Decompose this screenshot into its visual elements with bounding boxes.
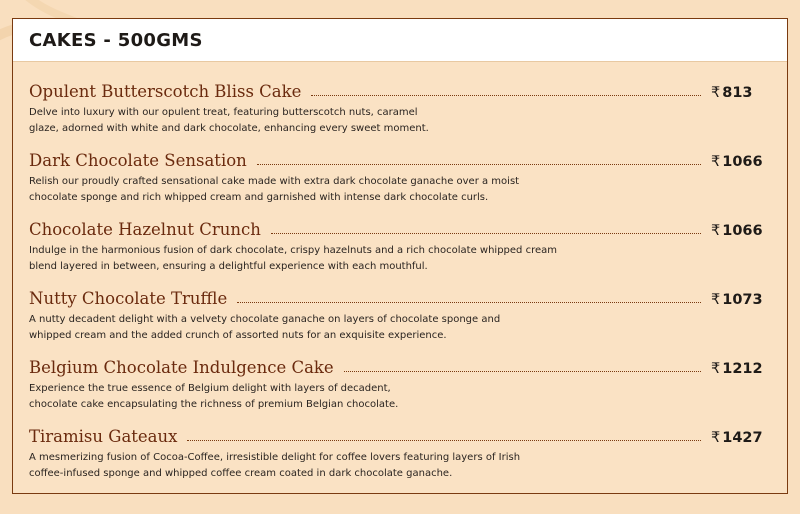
section-header	[13, 19, 787, 62]
item-description: Delve into luxury with our opulent treat, featuring butterscotch nuts, caramel glaze, adorned with white and dark chocolate, enhancing every sweet moment.	[29, 107, 429, 134]
dotted-leader	[237, 302, 701, 303]
menu-panel	[12, 18, 788, 494]
dotted-leader	[257, 164, 701, 165]
item-name: Dark Chocolate Sensation	[29, 151, 247, 170]
rupee-icon: ₹	[711, 154, 721, 170]
item-name: Opulent Butterscotch Bliss Cake	[29, 82, 302, 101]
item-description: A nutty decadent delight with a velvety chocolate ganache on layers of chocolate sponge and whipped cream and the added crunch of assorted nuts for an exquisite experience.	[29, 314, 501, 341]
dotted-leader	[187, 440, 701, 441]
menu-item	[29, 286, 767, 355]
menu-item	[29, 355, 767, 424]
rupee-icon: ₹	[711, 85, 721, 101]
rupee-icon: ₹	[711, 361, 721, 377]
dotted-leader	[271, 233, 701, 234]
item-price: ₹ 1212	[711, 361, 763, 377]
dotted-leader	[344, 371, 701, 372]
item-name: Nutty Chocolate Truffle	[29, 289, 228, 308]
dotted-leader	[311, 95, 701, 96]
rupee-icon: ₹	[711, 430, 721, 446]
item-price: ₹ 1066	[711, 223, 763, 239]
menu-item	[29, 79, 767, 148]
item-price: ₹ 1066	[711, 154, 763, 170]
menu-items	[29, 79, 767, 493]
item-price: ₹ 1073	[711, 292, 763, 308]
item-description: Experience the true essence of Belgium delight with layers of decadent, chocolate cake encapsulating the richness of premium Belgian chocolate.	[29, 383, 399, 410]
menu-item	[29, 217, 767, 286]
item-description: A mesmerizing fusion of Cocoa-Coffee, irresistible delight for coffee lovers featuring layers of Irish coffee-infused sponge and whipped coffee cream coated in dark chocolate ganache.	[29, 452, 521, 479]
rupee-icon: ₹	[711, 223, 721, 239]
menu-item	[29, 424, 767, 493]
item-name: Tiramisu Gateaux	[29, 427, 178, 446]
item-description: Indulge in the harmonious fusion of dark chocolate, crispy hazelnuts and a rich chocolate whipped cream blend layered in between, ensuring a delightful experience with each mouthful.	[29, 245, 557, 272]
rupee-icon: ₹	[711, 292, 721, 308]
item-price: ₹ 813	[711, 85, 753, 101]
section-title: CAKES - 500GMS	[29, 30, 203, 51]
menu-item	[29, 148, 767, 217]
item-price: ₹ 1427	[711, 430, 763, 446]
item-description: Relish our proudly crafted sensational cake made with extra dark chocolate ganache over a moist chocolate sponge and rich whipped cream and garnished with intense dark chocolate curls.	[29, 176, 520, 203]
item-name: Belgium Chocolate Indulgence Cake	[29, 358, 334, 377]
item-name: Chocolate Hazelnut Crunch	[29, 220, 261, 239]
